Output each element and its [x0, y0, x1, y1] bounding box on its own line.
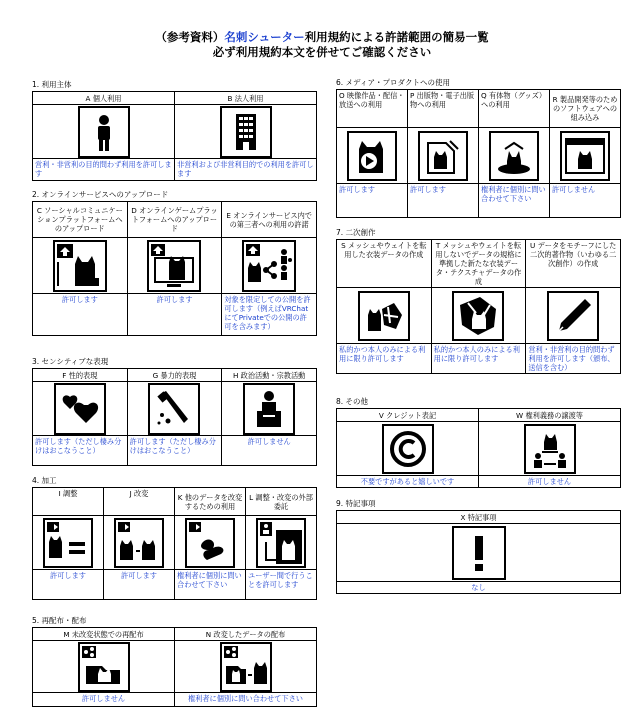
col-label: S メッシュやウェイトを転用した衣装データの作成 [337, 240, 432, 288]
col-label: H 政治活動・宗教活動 [222, 369, 317, 382]
col-label: A 個人利用 [33, 92, 175, 105]
person-icon [78, 106, 130, 158]
section-4 [32, 475, 317, 600]
new-costume-icon [452, 291, 504, 341]
col-result: 許可します [408, 184, 479, 218]
knife-icon [148, 383, 200, 435]
col-result: 非営利および非営利目的での利用を許可します [175, 159, 317, 181]
costume-icon [358, 291, 410, 341]
col-result: 許可します（ただし棲み分けはおこなうこと） [127, 436, 222, 466]
col-label: T メッシュやウェイトを転用しないでデータの規格に準拠した新たな衣装データ・テクスチャデータの作成 [431, 240, 526, 288]
section-3 [32, 356, 317, 466]
software-icon [560, 131, 610, 181]
title-prefix: （参考資料） [155, 30, 225, 44]
section-heading: 9. 特記事項 [336, 499, 376, 508]
upload-sns-icon [53, 240, 107, 292]
col-label: I 調整 [33, 488, 104, 516]
building-icon [220, 106, 272, 158]
col-label: Q 有体物（グッズ）への利用 [479, 90, 550, 128]
redistribute-icon [78, 642, 130, 692]
col-result: 許可します [337, 184, 408, 218]
col-result: 許可しません [33, 693, 175, 707]
section-heading: 7. 二次創作 [336, 228, 376, 237]
section-6 [336, 77, 621, 218]
col-result: なし [337, 582, 621, 594]
col-result: 権利者に個別に問い合わせて下さい [175, 693, 317, 707]
goods-icon [489, 131, 539, 181]
section-5 [32, 615, 317, 707]
modify-icon [114, 518, 164, 568]
podium-icon [243, 383, 295, 435]
col-label: X 特記事項 [337, 511, 621, 524]
col-label: E オンラインサービス内での第三者への利用の許諾 [222, 202, 317, 238]
pen-icon [547, 291, 599, 341]
section-8 [336, 396, 621, 488]
title-suffix: 利用規約による許諾範囲の簡易一覧 [304, 30, 489, 44]
video-icon [347, 131, 397, 181]
parts-icon [185, 518, 235, 568]
col-label: D オンラインゲームプラットフォームへのアップロード [127, 202, 222, 238]
col-result: 不要ですがあると嬉しいです [337, 476, 479, 488]
col-label: C ソーシャルコミュニケーションプラットフォームへのアップロード [33, 202, 128, 238]
section-heading: 4. 加工 [32, 476, 57, 485]
col-result: 許可します（ただし棲み分けはおこなうこと） [33, 436, 128, 466]
section-heading: 3. センシティブな表現 [32, 357, 109, 366]
upload-game-icon [147, 240, 201, 292]
exclamation-icon [452, 526, 506, 580]
col-label: R 製品開発等のためのソフトウェアへの組み込み [550, 90, 621, 128]
col-result: 営利・非営利の目的問わず利用を許可します [33, 159, 175, 181]
col-label: V クレジット表記 [337, 409, 479, 422]
col-result: 許可します [104, 570, 175, 600]
col-result: ユーザー間で行うことを許可します [246, 570, 317, 600]
col-result: 権利者に個別に問い合わせて下さい [175, 570, 246, 600]
col-label: M 未改変状態での再配布 [33, 628, 175, 641]
col-result: 許可します [33, 294, 128, 336]
col-result: 許可します [33, 570, 104, 600]
section-1 [32, 79, 317, 181]
col-label: L 調整・改変の外部委託 [246, 488, 317, 516]
section-heading: 5. 再配布・配布 [32, 616, 87, 625]
col-result: 許可しません [550, 184, 621, 218]
col-label: B 法人利用 [175, 92, 317, 105]
col-label: J 改変 [104, 488, 175, 516]
col-result: 権利者に個別に問い合わせて下さい [479, 184, 550, 218]
col-result: 許可します [127, 294, 222, 336]
section-heading: 2. オンラインサービスへのアップロード [32, 190, 169, 199]
col-label: U データをモチーフにした二次的著作物（いわゆる二次創作）の作成 [526, 240, 621, 288]
publication-icon [418, 131, 468, 181]
copyright-icon [382, 424, 434, 474]
col-label: N 改変したデータの配布 [175, 628, 317, 641]
col-result: 対象を限定しての公開を許可します（例えばVRChatにてPrivateでの公開の許可を含みます） [222, 294, 317, 336]
section-9 [336, 498, 621, 594]
title-name: 名刺シューター [224, 30, 305, 44]
col-result: 私的かつ本人のみによる利用に限り許可します [431, 344, 526, 374]
col-label: K 他のデータを改変するための利用 [175, 488, 246, 516]
col-result: 私的かつ本人のみによる利用に限り許可します [337, 344, 432, 374]
distribute-modified-icon [220, 642, 272, 692]
col-result: 許可しません [222, 436, 317, 466]
col-label: P 出版物・電子出版物への利用 [408, 90, 479, 128]
section-heading: 8. その他 [336, 397, 369, 406]
col-result: 許可しません [479, 476, 621, 488]
section-2 [32, 189, 317, 336]
col-result: 営利・非営利の目的問わず利用を許可します（頒布、送信を含む） [526, 344, 621, 374]
outsource-icon [256, 518, 306, 568]
col-label: O 映像作品・配信・放送への利用 [337, 90, 408, 128]
adjust-icon [43, 518, 93, 568]
page-subtitle: 必ず利用規約本文を併せてご確認ください [212, 45, 432, 59]
col-label: F 性的表現 [33, 369, 128, 382]
transfer-icon [524, 424, 576, 474]
section-heading: 1. 利用主体 [32, 80, 72, 89]
col-label: W 権利義務の譲渡等 [479, 409, 621, 422]
col-label: G 暴力的表現 [127, 369, 222, 382]
share-third-party-icon [242, 240, 296, 292]
section-7 [336, 227, 621, 374]
section-heading: 6. メディア・プロダクトへの使用 [336, 78, 450, 87]
page-title [0, 29, 644, 45]
hearts-icon [54, 383, 106, 435]
